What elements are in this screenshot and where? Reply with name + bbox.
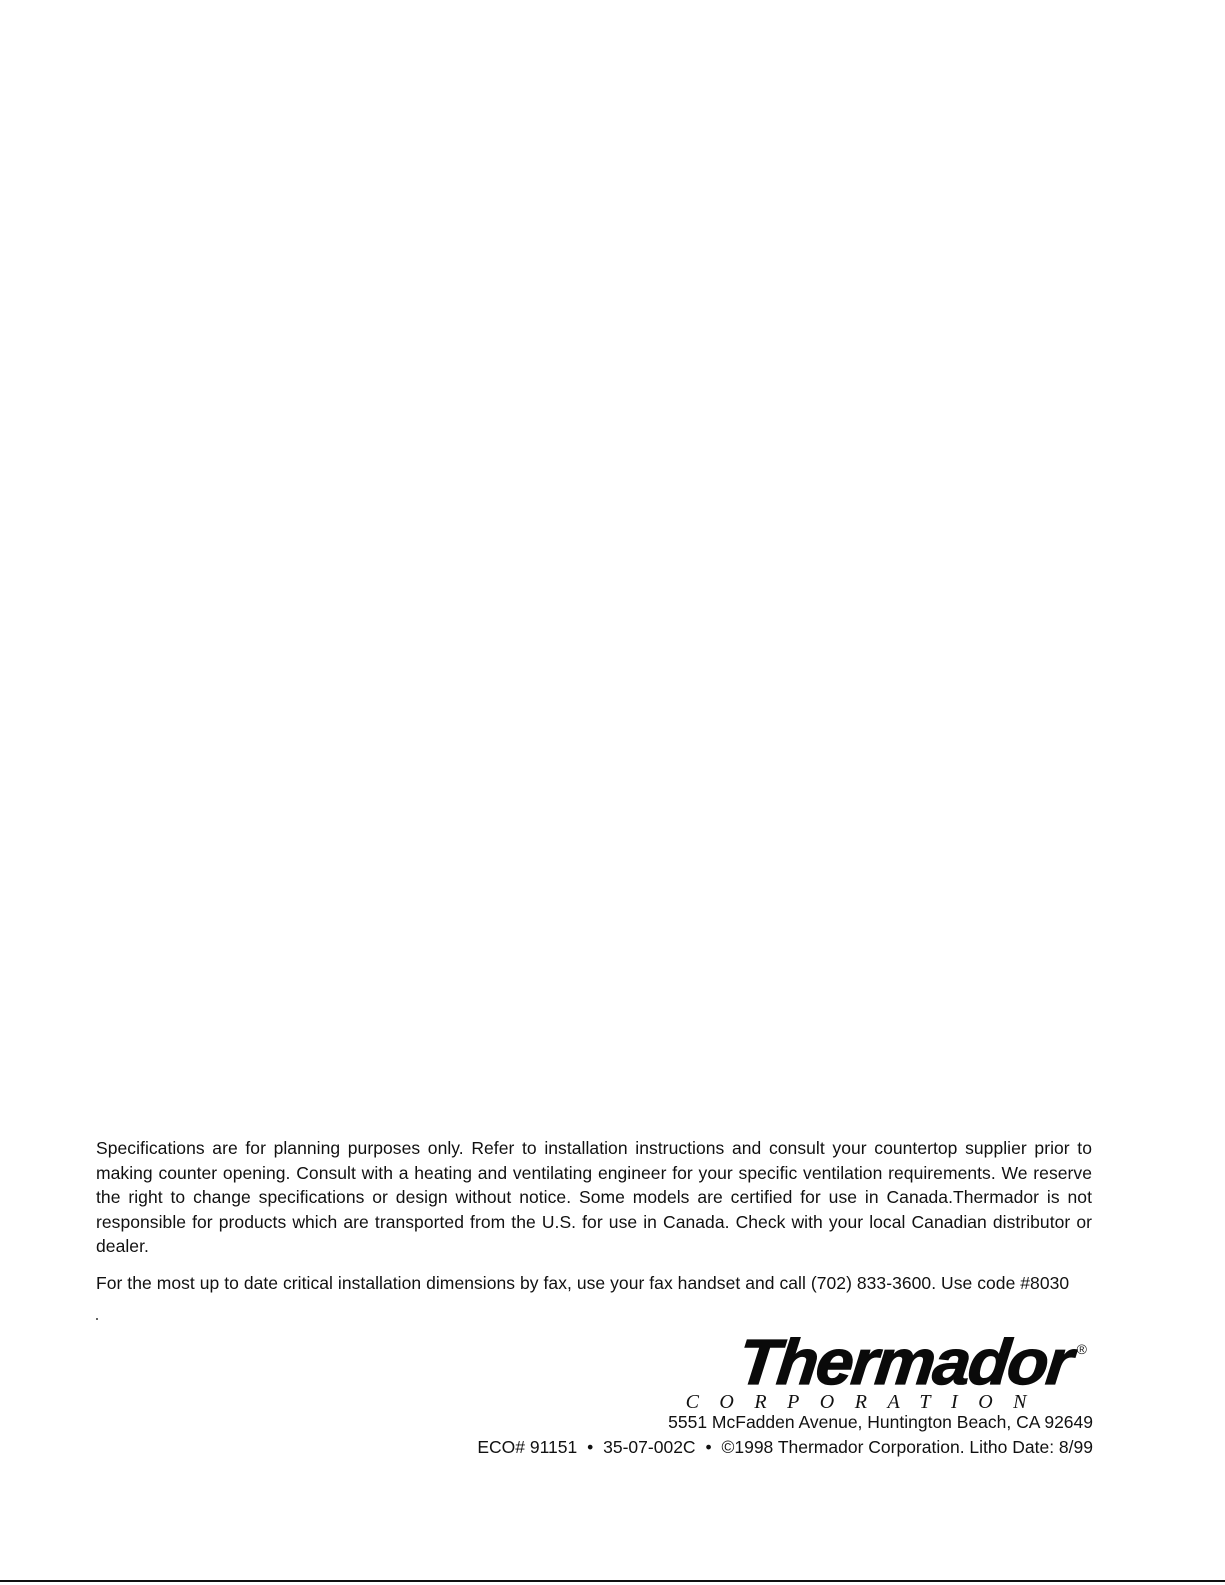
bullet-separator: • xyxy=(587,1437,594,1457)
disclaimer-block xyxy=(96,1136,1092,1295)
eco-number: ECO# 91151 xyxy=(477,1437,578,1457)
bullet-separator: • xyxy=(705,1437,712,1457)
registered-trademark-icon: ® xyxy=(1076,1341,1087,1357)
part-number: 35-07-002C xyxy=(603,1437,696,1457)
logo-subtitle: CORPORATION xyxy=(685,1391,1047,1413)
stray-mark xyxy=(96,1318,98,1320)
disclaimer-paragraph: Specifications are for planning purposes only. Refer to installation instructions and consult your countertop supplier prior to making counter opening. Consult with a heating and ventilating engineer for your specific ventilation requirements. We reserve the right to change specifications or design without notice. Some models are certified for use in Canada.Thermador is not responsible for products which are transported from the U.S. for use in Canada. Check with your local Canadian distributor or dealer. xyxy=(96,1138,1092,1256)
fax-instructions-paragraph: For the most up to date critical installation dimensions by fax, use your fax handset and call (702) 833-3600. Use code #8030 xyxy=(96,1272,1070,1293)
footer-line xyxy=(477,1435,1093,1459)
logo-wordmark: Thermador xyxy=(734,1326,1075,1398)
thermador-logo xyxy=(685,1326,1095,1416)
bottom-rule-divider xyxy=(0,1580,1225,1582)
copyright-notice: ©1998 Thermador Corporation. Litho Date: 8/99 xyxy=(721,1437,1093,1457)
company-address: 5551 McFadden Avenue, Huntington Beach, CA 92649 xyxy=(668,1412,1093,1432)
